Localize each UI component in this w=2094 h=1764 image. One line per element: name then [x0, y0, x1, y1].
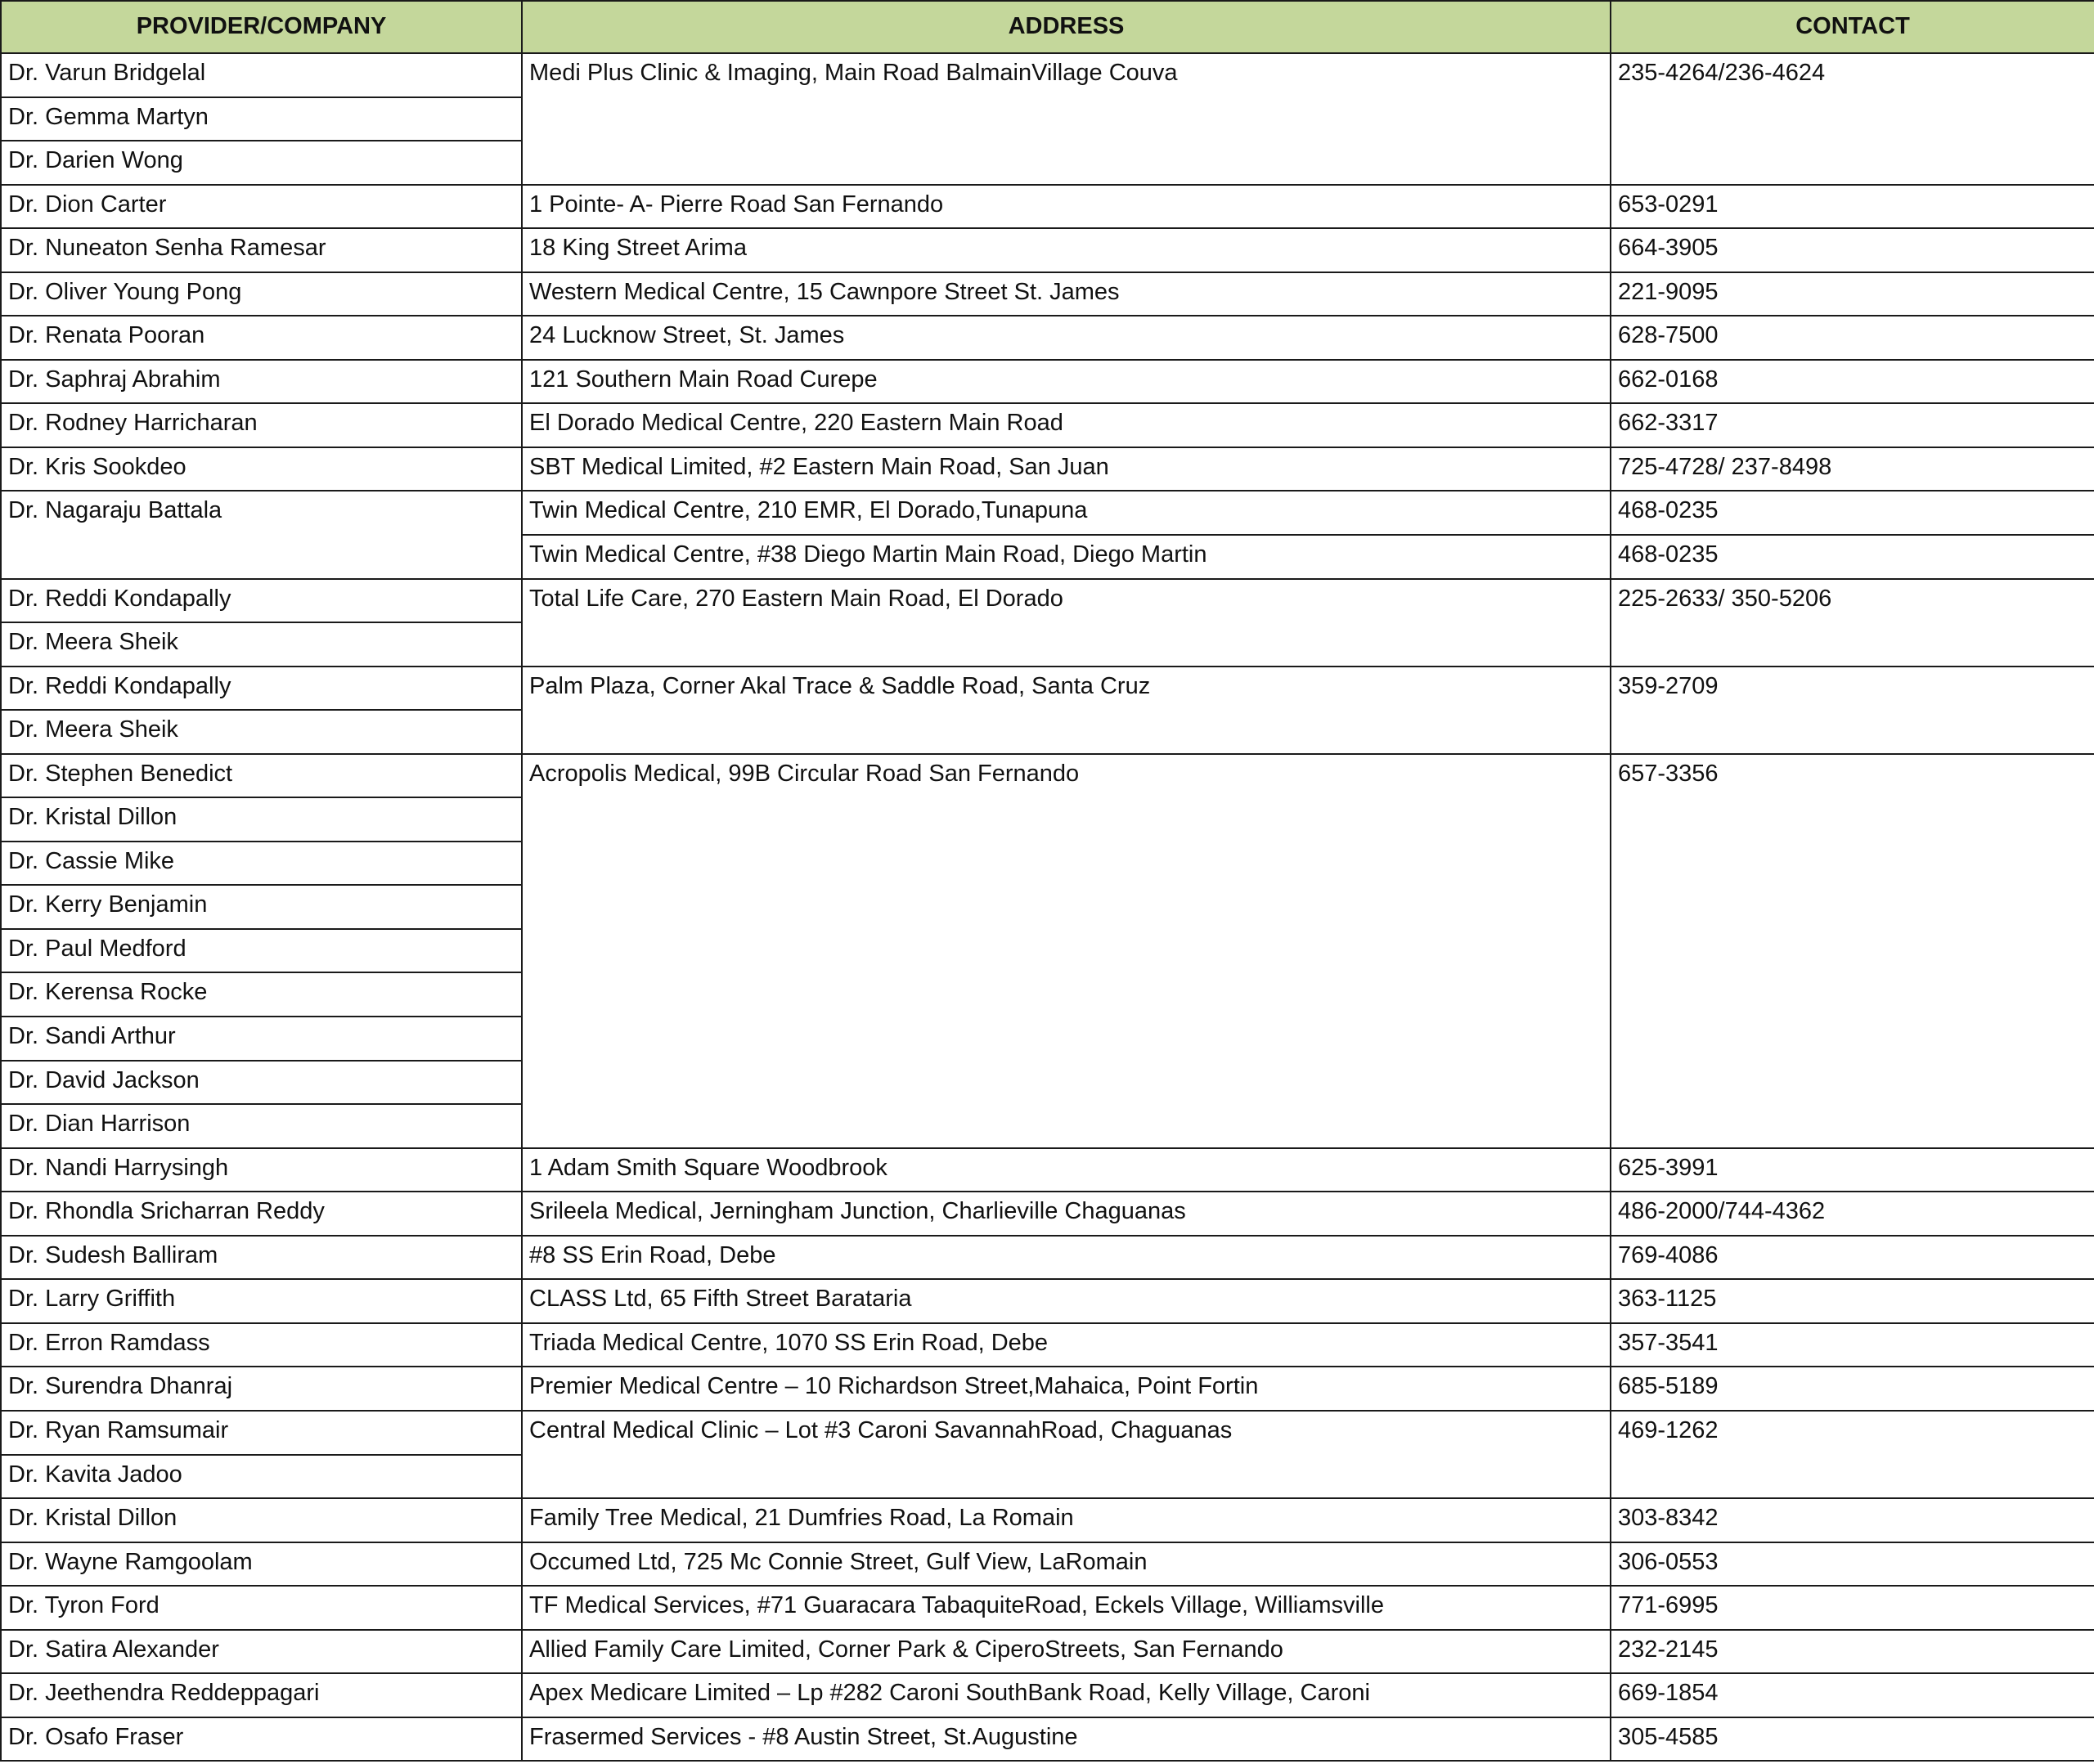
- table-row: [1, 1673, 2094, 1717]
- contact-cell: 653-0291: [1611, 185, 2094, 229]
- address-cell: Allied Family Care Limited, Corner Park & CiperoStreets, San Fernando: [522, 1630, 1611, 1674]
- provider-cell: Dr. Osafo Fraser: [1, 1717, 522, 1762]
- contact-cell: 303-8342: [1611, 1498, 2094, 1542]
- provider-cell: Dr. Ryan Ramsumair: [1, 1411, 522, 1455]
- address-cell: Family Tree Medical, 21 Dumfries Road, La Romain: [522, 1498, 1611, 1542]
- provider-cell: Dr. Meera Sheik: [1, 710, 522, 754]
- provider-cell: Dr. Dion Carter: [1, 185, 522, 229]
- table-row: [1, 1279, 2094, 1323]
- provider-cell: Dr. Stephen Benedict: [1, 754, 522, 798]
- provider-cell: Dr. Kerensa Rocke: [1, 972, 522, 1017]
- contact-column-header: CONTACT: [1611, 1, 2094, 53]
- contact-cell: 664-3905: [1611, 228, 2094, 272]
- provider-cell: Dr. Tyron Ford: [1, 1586, 522, 1630]
- contact-cell: 769-4086: [1611, 1236, 2094, 1280]
- address-cell: CLASS Ltd, 65 Fifth Street Barataria: [522, 1279, 1611, 1323]
- table-row: [1, 579, 2094, 623]
- provider-cell: Dr. Rodney Harricharan: [1, 403, 522, 447]
- address-cell: Total Life Care, 270 Eastern Main Road, El Dorado: [522, 579, 1611, 667]
- address-cell: Western Medical Centre, 15 Cawnpore Street St. James: [522, 272, 1611, 316]
- provider-cell: Dr. Surendra Dhanraj: [1, 1367, 522, 1411]
- address-cell: 121 Southern Main Road Curepe: [522, 360, 1611, 404]
- address-cell: Palm Plaza, Corner Akal Trace & Saddle Road, Santa Cruz: [522, 667, 1611, 754]
- provider-cell: Dr. Gemma Martyn: [1, 97, 522, 141]
- contact-cell: 486-2000/744-4362: [1611, 1192, 2094, 1236]
- address-cell: Twin Medical Centre, #38 Diego Martin Main Road, Diego Martin: [522, 535, 1611, 579]
- address-cell: 1 Pointe- A- Pierre Road San Fernando: [522, 185, 1611, 229]
- address-cell: 1 Adam Smith Square Woodbrook: [522, 1148, 1611, 1192]
- address-cell: Srileela Medical, Jerningham Junction, Charlieville Chaguanas: [522, 1192, 1611, 1236]
- provider-cell: Dr. Kris Sookdeo: [1, 447, 522, 491]
- contact-cell: 725-4728/ 237-8498: [1611, 447, 2094, 491]
- address-cell: El Dorado Medical Centre, 220 Eastern Main Road: [522, 403, 1611, 447]
- provider-cell: Dr. Saphraj Abrahim: [1, 360, 522, 404]
- provider-cell: Dr. Sandi Arthur: [1, 1017, 522, 1061]
- table-row: [1, 1236, 2094, 1280]
- contact-cell: 221-9095: [1611, 272, 2094, 316]
- contact-cell: 662-3317: [1611, 403, 2094, 447]
- provider-cell: Dr. Reddi Kondapally: [1, 579, 522, 623]
- contact-cell: 771-6995: [1611, 1586, 2094, 1630]
- provider-cell: Dr. Wayne Ramgoolam: [1, 1542, 522, 1587]
- provider-cell: Dr. Paul Medford: [1, 929, 522, 973]
- provider-cell: Dr. Kristal Dillon: [1, 1498, 522, 1542]
- table-row: [1, 667, 2094, 711]
- table-row: [1, 360, 2094, 404]
- address-cell: SBT Medical Limited, #2 Eastern Main Road, San Juan: [522, 447, 1611, 491]
- table-row: [1, 1630, 2094, 1674]
- table-row: [1, 185, 2094, 229]
- address-cell: Triada Medical Centre, 1070 SS Erin Road, Debe: [522, 1323, 1611, 1367]
- table-row: [1, 272, 2094, 316]
- contact-cell: 669-1854: [1611, 1673, 2094, 1717]
- contact-cell: 357-3541: [1611, 1323, 2094, 1367]
- contact-cell: 662-0168: [1611, 360, 2094, 404]
- contact-cell: 468-0235: [1611, 535, 2094, 579]
- table-row: [1, 316, 2094, 360]
- table-row: [1, 1498, 2094, 1542]
- table-row: [1, 228, 2094, 272]
- table-row: [1, 1542, 2094, 1587]
- provider-cell: Dr. Renata Pooran: [1, 316, 522, 360]
- address-cell: 24 Lucknow Street, St. James: [522, 316, 1611, 360]
- table-row: [1, 1586, 2094, 1630]
- address-cell: Twin Medical Centre, 210 EMR, El Dorado,Tunapuna: [522, 491, 1611, 535]
- table-row: [1, 53, 2094, 97]
- provider-cell: Dr. Jeethendra Reddeppagari: [1, 1673, 522, 1717]
- provider-cell: Dr. Sudesh Balliram: [1, 1236, 522, 1280]
- contact-cell: 225-2633/ 350-5206: [1611, 579, 2094, 667]
- provider-cell: Dr. Erron Ramdass: [1, 1323, 522, 1367]
- address-cell: Premier Medical Centre – 10 Richardson Street,Mahaica, Point Fortin: [522, 1367, 1611, 1411]
- contact-cell: 306-0553: [1611, 1542, 2094, 1587]
- provider-cell: Dr. Rhondla Sricharran Reddy: [1, 1192, 522, 1236]
- table-row: [1, 491, 2094, 535]
- contact-cell: 685-5189: [1611, 1367, 2094, 1411]
- address-cell: Occumed Ltd, 725 Mc Connie Street, Gulf View, LaRomain: [522, 1542, 1611, 1587]
- table-row: [1, 1192, 2094, 1236]
- provider-column-header: PROVIDER/COMPANY: [1, 1, 522, 53]
- table-row: [1, 1148, 2094, 1192]
- contact-cell: 468-0235: [1611, 491, 2094, 535]
- provider-cell: Dr. Nagaraju Battala: [1, 491, 522, 578]
- provider-table-body: [1, 53, 2094, 1761]
- provider-cell: Dr. Kerry Benjamin: [1, 885, 522, 929]
- contact-cell: 232-2145: [1611, 1630, 2094, 1674]
- address-cell: TF Medical Services, #71 Guaracara TabaquiteRoad, Eckels Village, Williamsville: [522, 1586, 1611, 1630]
- address-cell: Central Medical Clinic – Lot #3 Caroni SavannahRoad, Chaguanas: [522, 1411, 1611, 1498]
- contact-cell: 657-3356: [1611, 754, 2094, 1148]
- contact-cell: 363-1125: [1611, 1279, 2094, 1323]
- provider-cell: Dr. Kristal Dillon: [1, 797, 522, 842]
- address-cell: Frasermed Services - #8 Austin Street, St.Augustine: [522, 1717, 1611, 1762]
- contact-cell: 469-1262: [1611, 1411, 2094, 1498]
- header-row: [1, 1, 2094, 53]
- address-cell: Acropolis Medical, 99B Circular Road San Fernando: [522, 754, 1611, 1148]
- provider-cell: Dr. Dian Harrison: [1, 1104, 522, 1148]
- address-column-header: ADDRESS: [522, 1, 1611, 53]
- provider-cell: Dr. Nandi Harrysingh: [1, 1148, 522, 1192]
- contact-cell: 628-7500: [1611, 316, 2094, 360]
- contact-cell: 625-3991: [1611, 1148, 2094, 1192]
- address-cell: #8 SS Erin Road, Debe: [522, 1236, 1611, 1280]
- provider-cell: Dr. Satira Alexander: [1, 1630, 522, 1674]
- contact-cell: 305-4585: [1611, 1717, 2094, 1762]
- contact-cell: 359-2709: [1611, 667, 2094, 754]
- table-row: [1, 1367, 2094, 1411]
- provider-cell: Dr. Darien Wong: [1, 141, 522, 185]
- provider-cell: Dr. Nuneaton Senha Ramesar: [1, 228, 522, 272]
- table-row: [1, 447, 2094, 491]
- provider-cell: Dr. Meera Sheik: [1, 622, 522, 667]
- address-cell: 18 King Street Arima: [522, 228, 1611, 272]
- provider-cell: Dr. Varun Bridgelal: [1, 53, 522, 97]
- table-row: [1, 1411, 2094, 1455]
- provider-cell: Dr. David Jackson: [1, 1061, 522, 1105]
- provider-cell: Dr. Cassie Mike: [1, 842, 522, 886]
- table-row: [1, 403, 2094, 447]
- address-cell: Medi Plus Clinic & Imaging, Main Road BalmainVillage Couva: [522, 53, 1611, 185]
- table-row: [1, 1717, 2094, 1762]
- provider-cell: Dr. Oliver Young Pong: [1, 272, 522, 316]
- address-cell: Apex Medicare Limited – Lp #282 Caroni SouthBank Road, Kelly Village, Caroni: [522, 1673, 1611, 1717]
- contact-cell: 235-4264/236-4624: [1611, 53, 2094, 185]
- provider-cell: Dr. Larry Griffith: [1, 1279, 522, 1323]
- provider-cell: Dr. Reddi Kondapally: [1, 667, 522, 711]
- provider-cell: Dr. Kavita Jadoo: [1, 1455, 522, 1499]
- table-row: [1, 754, 2094, 798]
- table-row: [1, 1323, 2094, 1367]
